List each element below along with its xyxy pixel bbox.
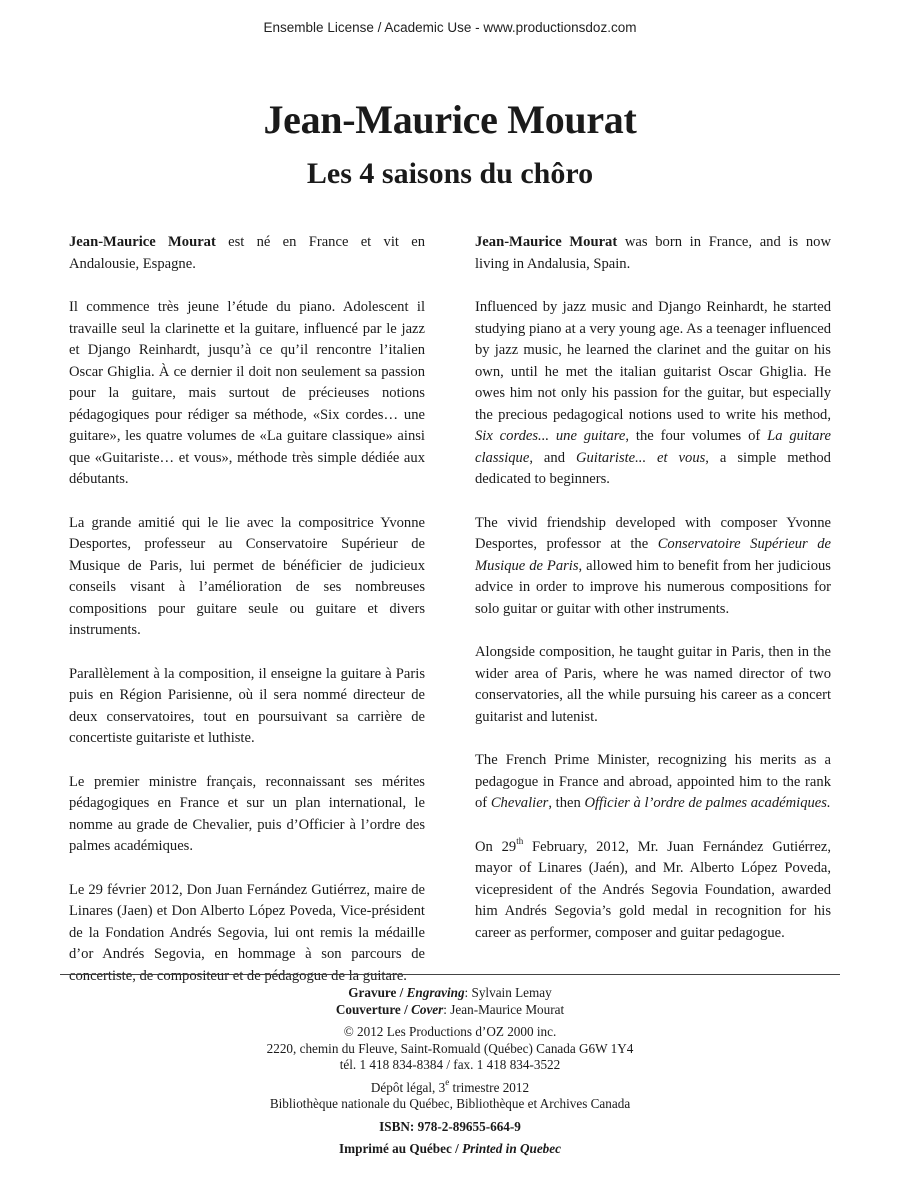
en-paragraph-6: [475, 837, 831, 945]
en-p6-a: On 29: [475, 838, 517, 855]
isbn: [0, 1119, 900, 1136]
french-biography-column: [69, 232, 425, 1009]
en-p2-b: , the four volumes of: [625, 428, 768, 444]
page-title: Jean-Maurice Mourat: [263, 97, 637, 142]
colophon: [0, 985, 900, 1158]
legal-deposit-sup: e: [445, 1077, 450, 1088]
en-p5-b: , then: [548, 795, 585, 811]
legal-deposit-b: trimestre 2012: [449, 1079, 530, 1095]
fr-paragraph-3: La grande amitié qui le lie avec la compositrice Yvonne Desportes, professeur au Conservatoire Supérieur de Musique de Paris, lui permet de bénéficier de judicieux conseils visant à l’amélioration de ses nombreuses compositions pour guitare seule ou guitare et divers instruments.: [69, 514, 425, 638]
cover-label-fr: Couverture /: [335, 1001, 412, 1017]
fr-paragraph-1: [69, 232, 425, 275]
cover-value: : Jean-Maurice Mourat: [443, 1001, 565, 1017]
publisher-phone: tél. 1 418 834-8384 / fax. 1 418 834-3522: [339, 1057, 561, 1072]
english-biography-column: [475, 232, 831, 966]
en-p5-a: The French Prime Minister, recognizing his merits as a pedagogue in France and abroad, appointed him to the rank of: [475, 752, 831, 811]
en-p6-ordinal: th: [516, 835, 524, 846]
engraving-value: : Sylvain Lemay: [464, 985, 552, 1000]
printed-in: [0, 1141, 900, 1158]
en-composer-name: Jean-Maurice Mourat: [475, 234, 618, 250]
en-p3-a: The vivid friendship developed with composer Yvonne Desportes, professor at the: [475, 514, 831, 552]
page-subtitle: Les 4 saisons du chôro: [306, 157, 594, 190]
en-p2-a: Influenced by jazz music and Django Reinhardt, he started studying piano at a very young age. As a teenager influenced by jazz music, he learned the clarinet and the guitar on his own, until he met the italian guitarist Oscar Ghiglia. He owes him not only his passion for the guitar, but especially the precious pedagogical notions used to write his method,: [475, 299, 831, 423]
en-paragraph-1-text: was born in France, and is now living in Andalusia, Spain.: [475, 234, 831, 272]
en-p2-title-3: Guitariste... et vous: [575, 449, 706, 466]
library-line: Bibliothèque nationale du Québec, Bibliothèque et Archives Canada: [269, 1096, 631, 1111]
legal-deposit: [0, 1077, 900, 1097]
cover-label-en: Cover: [411, 1001, 444, 1017]
en-p3-institution: Conservatoire Supérieur de Musique de Paris: [475, 536, 831, 574]
fr-paragraph-6: Le 29 février 2012, Don Juan Fernández Gutiérrez, maire de Linares (Jaen) et Don Alberto López Poveda, Vice-président de la Fondation Andrés Segovia, lui ont remis la médaille d’or Andrés Segovia, en hommage à son parcours de concertiste, de compositeur et de pédagogue de la guitare.: [69, 881, 425, 984]
engraving-credit: [0, 985, 900, 1002]
en-p2-c: , and: [529, 449, 576, 466]
en-p5-rank-2: Officier à l’ordre de palmes académiques.: [584, 795, 831, 811]
engraving-label-en: Engraving: [406, 985, 465, 1000]
en-p6-b: February, 2012, Mr. Juan Fernández Gutiérrez, mayor of Linares (Jaén), and Mr. Alberto López Poveda, vicepresident of the Andrés Segovia Foundation, awarded him Andrés Segovia’s gold medal in recognition for his career as performer, composer and guitar pedagogue.: [475, 838, 831, 941]
fr-composer-name: Jean-Maurice Mourat: [69, 234, 216, 250]
footer-divider: [60, 974, 840, 975]
en-p2-d: , a simple method dedicated to beginners.: [475, 449, 831, 487]
en-p3-b: , allowed him to benefit from her judicious advice in order to improve his numerous compositions for solo guitar or guitar with other instruments.: [475, 557, 831, 617]
isbn-text: ISBN: 978-2-89655-664-9: [379, 1118, 521, 1134]
printed-fr: Imprimé au Québec /: [339, 1141, 463, 1156]
en-paragraph-1: [475, 232, 831, 275]
en-p2-title-1: Six cordes... une guitare: [475, 428, 626, 444]
engraving-label-fr: Gravure /: [348, 985, 407, 1000]
fr-paragraph-2: Il commence très jeune l’étude du piano. Adolescent il travaille seul la clarinette et la guitare, influencé par le jazz et Django Reinhardt, jusqu’à ce qu’il rencontre l’italien Oscar Ghiglia. À ce dernier il doit non seulement sa passion pour la guitare, mais surtout de précieuses notions pédagogiques pour rédiger sa méthode, «Six cordes… une guitare», les quatre volumes de «La guitare classique» ainsi que «Guitariste… et vous», méthode très simple dédiée aux débutants.: [69, 299, 425, 487]
legal-deposit-a: Dépôt légal, 3: [370, 1079, 446, 1095]
cover-credit: [0, 1002, 900, 1019]
en-p5-rank-1: Chevalier: [490, 795, 549, 811]
en-paragraph-2: [475, 297, 831, 491]
copyright-line: © 2012 Les Productions d’OZ 2000 inc.: [343, 1024, 557, 1039]
fr-paragraph-1-text: est né en France et vit en Andalousie, Espagne.: [69, 234, 425, 272]
fr-paragraph-5: Le premier ministre français, reconnaissant ses mérites pédagogiques en France et sur un plan international, le nomme au grade de Chevalier, puis d’Officier à l’ordre des palmes académiques.: [69, 773, 425, 854]
en-paragraph-5: [475, 750, 831, 815]
en-paragraph-4: Alongside composition, he taught guitar in Paris, then in the wider area of Paris, where he was named director of two conservatories, all the while pursuing his career as a concert guitarist and lutenist.: [475, 644, 831, 725]
en-p2-title-2: La guitare classique: [475, 428, 831, 466]
printed-en: Printed in Quebec: [462, 1141, 561, 1156]
publisher-address: 2220, chemin du Fleuve, Saint-Romuald (Québec) Canada G6W 1Y4: [266, 1040, 634, 1056]
en-paragraph-3: [475, 513, 831, 621]
fr-paragraph-4: Parallèlement à la composition, il enseigne la guitare à Paris puis en Région Parisienne, où il sera nommé directeur de deux conservatoires, tout en poursuivant sa carrière de concertiste guitariste et luthiste.: [69, 665, 425, 746]
license-notice: Ensemble License / Academic Use - www.productionsdoz.com: [263, 20, 637, 35]
